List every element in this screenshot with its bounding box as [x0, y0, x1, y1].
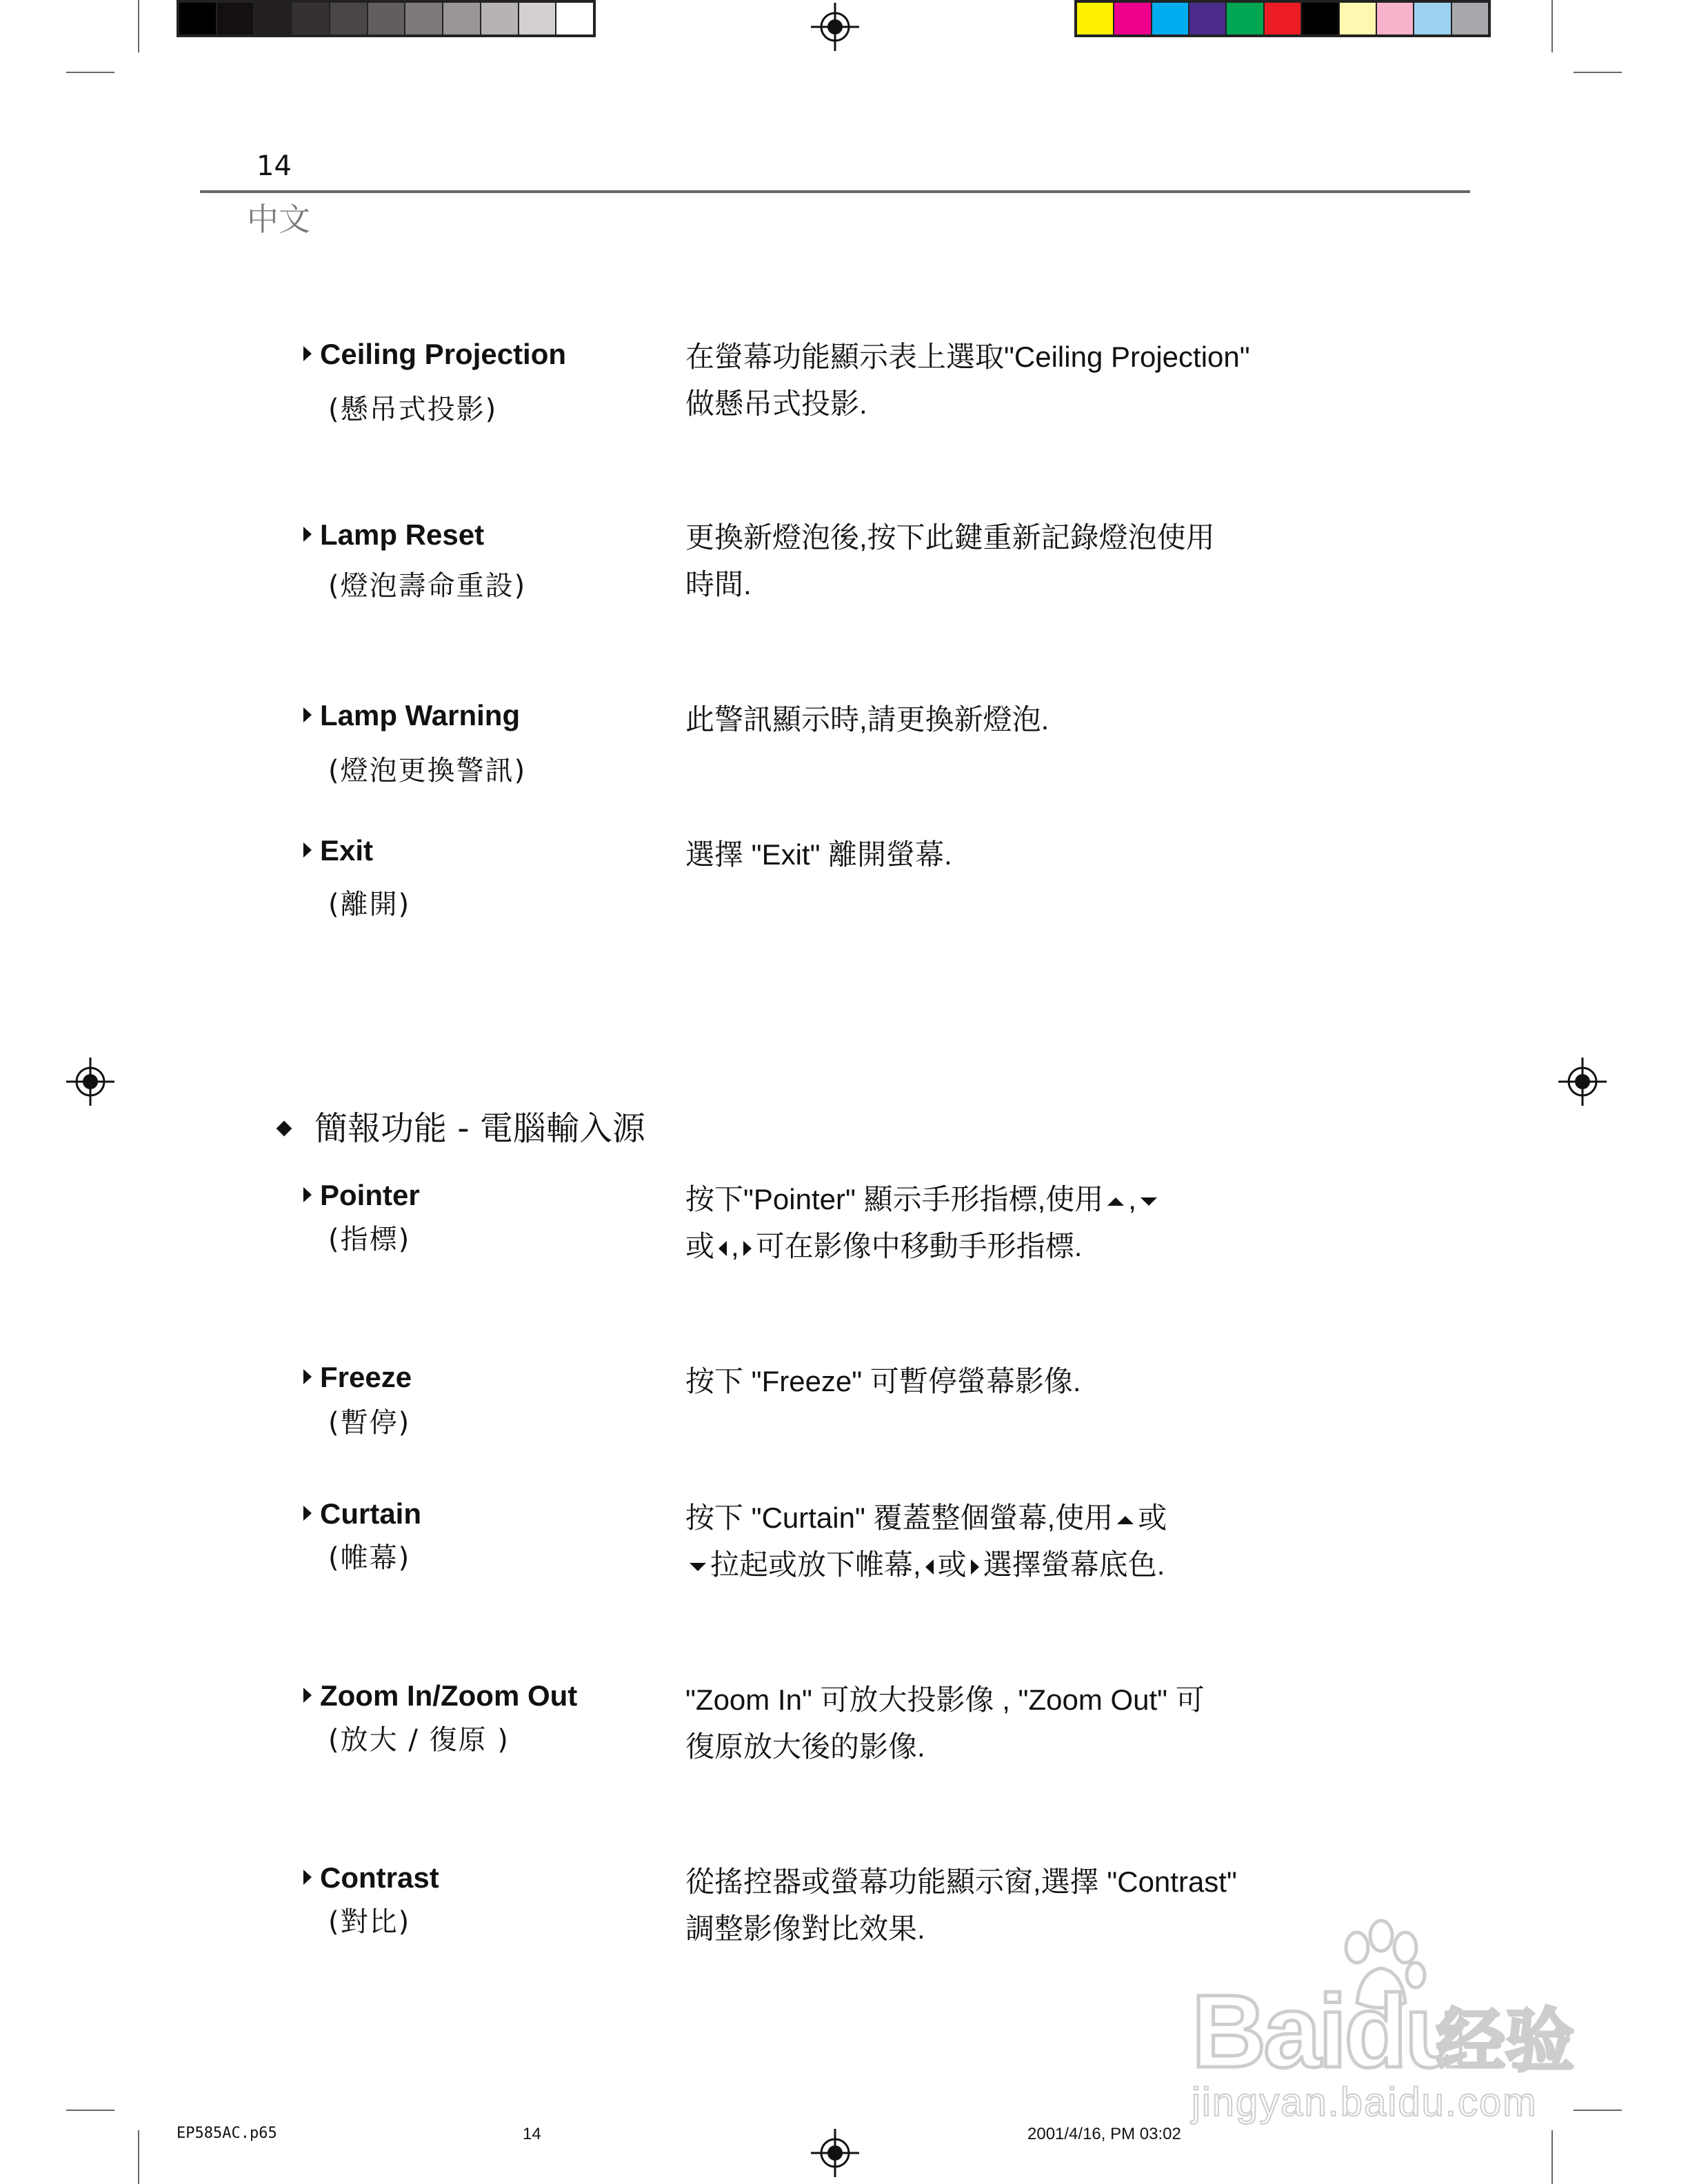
- crop-mark: [1551, 2130, 1553, 2184]
- term-zoom-chinese: (放大 / 復原 ): [328, 1724, 510, 1756]
- desc-curtain: 按下 "Curtain" 覆蓋整個螢幕,使用 或 拉起或放下帷幕, 或 選擇螢幕底色.: [685, 1502, 1167, 1581]
- desc-zoom: "Zoom In" 可放大投影像 , "Zoom Out" 可 復原放大後的影像.: [685, 1684, 1205, 1763]
- color-swatch: [1077, 3, 1114, 34]
- arrow-left-icon: [719, 1241, 727, 1256]
- color-swatch: [217, 3, 255, 34]
- term-exit: Exit: [303, 834, 373, 867]
- color-swatch: [254, 3, 292, 34]
- color-swatch: [330, 3, 368, 34]
- footer-datetime: 2001/4/16, PM 03:02: [1027, 2125, 1181, 2143]
- term-pointer-chinese: (指標): [328, 1224, 411, 1255]
- footer-filename: EP585AC.p65: [177, 2125, 277, 2142]
- section-heading: 簡報功能 - 電腦輸入源: [279, 1102, 645, 1149]
- color-swatch: [443, 3, 481, 34]
- desc-pointer: 按下"Pointer" 顯示手形指標,使用 , 或 , 可在影像中移動手形指標.: [685, 1176, 1306, 1270]
- arrow-down-icon: [1141, 1197, 1157, 1206]
- crop-mark: [138, 2130, 139, 2184]
- watermark-url: jingyan.baidu.com: [1192, 2080, 1538, 2125]
- bullet-arrow-icon: [303, 527, 312, 542]
- term-exit-chinese: (離開): [328, 889, 411, 920]
- watermark-brand-cn: 经验: [1436, 2001, 1574, 2081]
- desc-ceiling-projection: 在螢幕功能顯示表上選取"Ceiling Projection" 做懸吊式投影.: [685, 341, 1250, 420]
- color-swatch: [1227, 3, 1264, 34]
- registration-mark-right-icon: [1558, 1058, 1607, 1106]
- arrow-left-icon: [925, 1559, 934, 1575]
- desc-lamp-warning: 此警訊顯示時,請更換新燈泡.: [685, 703, 1049, 736]
- crop-mark: [66, 2110, 114, 2111]
- crop-mark: [138, 0, 139, 52]
- bullet-arrow-icon: [303, 1688, 312, 1703]
- footer-page: 14: [523, 2125, 541, 2143]
- term-contrast: Contrast: [303, 1861, 439, 1894]
- arrow-down-icon: [690, 1563, 706, 1571]
- color-swatch: [1152, 3, 1189, 34]
- registration-mark-left-icon: [66, 1058, 114, 1106]
- registration-mark-bottom-icon: [811, 2129, 859, 2177]
- header-rule: [200, 190, 1470, 193]
- term-lamp-warning-chinese: (燈泡更換警訊): [328, 755, 527, 787]
- color-bar: [1074, 0, 1491, 37]
- language-label: 中文: [247, 201, 310, 238]
- color-swatch: [292, 3, 330, 34]
- color-swatch: [1414, 3, 1451, 34]
- bullet-arrow-icon: [303, 1506, 312, 1521]
- bullet-arrow-icon: [303, 1369, 312, 1384]
- desc-exit: 選擇 "Exit" 離開螢幕.: [685, 838, 952, 871]
- term-lamp-reset-chinese: (燈泡壽命重設): [328, 570, 527, 602]
- color-swatch: [1265, 3, 1302, 34]
- term-pointer: Pointer: [303, 1179, 420, 1212]
- desc-freeze: 按下 "Freeze" 可暫停螢幕影像.: [685, 1365, 1081, 1397]
- page-number: 14: [257, 150, 292, 182]
- bullet-arrow-icon: [303, 1870, 312, 1885]
- arrow-up-icon: [1107, 1197, 1124, 1206]
- color-swatch: [519, 3, 557, 34]
- color-swatch: [1340, 3, 1377, 34]
- term-zoom: Zoom In/Zoom Out: [303, 1679, 577, 1712]
- registration-mark-top-icon: [811, 3, 859, 51]
- crop-mark: [1574, 72, 1622, 73]
- bullet-arrow-icon: [303, 346, 312, 361]
- color-swatch: [1452, 3, 1488, 34]
- color-swatch: [179, 3, 217, 34]
- color-swatch: [1302, 3, 1339, 34]
- term-ceiling-projection: Ceiling Projection: [303, 338, 566, 371]
- bullet-arrow-icon: [303, 707, 312, 722]
- term-freeze-chinese: (暫停): [328, 1407, 411, 1439]
- color-swatch: [481, 3, 519, 34]
- term-ceiling-projection-chinese: (懸吊式投影): [328, 394, 498, 425]
- desc-lamp-reset: 更換新燈泡後,按下此鍵重新記錄燈泡使用 時間.: [685, 521, 1215, 600]
- grayscale-bar: [177, 0, 596, 37]
- term-contrast-chinese: (對比): [328, 1906, 411, 1938]
- bullet-arrow-icon: [303, 842, 312, 858]
- watermark-brand: Baidu: [1192, 1973, 1465, 2089]
- baidu-watermark: [1192, 1917, 1605, 2123]
- diamond-bullet-icon: [277, 1121, 292, 1137]
- desc-contrast: 從搖控器或螢幕功能顯示窗,選擇 "Contrast" 調整影像對比效果.: [685, 1866, 1237, 1945]
- color-swatch: [1377, 3, 1414, 34]
- bullet-arrow-icon: [303, 1187, 312, 1202]
- term-curtain-chinese: (帷幕): [328, 1542, 411, 1574]
- arrow-up-icon: [1117, 1516, 1134, 1524]
- arrow-right-icon: [743, 1241, 752, 1256]
- color-swatch: [405, 3, 443, 34]
- color-swatch: [368, 3, 406, 34]
- color-swatch: [556, 3, 593, 34]
- term-lamp-reset: Lamp Reset: [303, 518, 484, 552]
- crop-mark: [66, 72, 114, 73]
- arrow-right-icon: [971, 1559, 979, 1575]
- crop-mark: [1551, 0, 1553, 52]
- term-freeze: Freeze: [303, 1361, 412, 1394]
- color-swatch: [1114, 3, 1152, 34]
- term-lamp-warning: Lamp Warning: [303, 699, 520, 732]
- term-curtain: Curtain: [303, 1497, 421, 1530]
- color-swatch: [1189, 3, 1227, 34]
